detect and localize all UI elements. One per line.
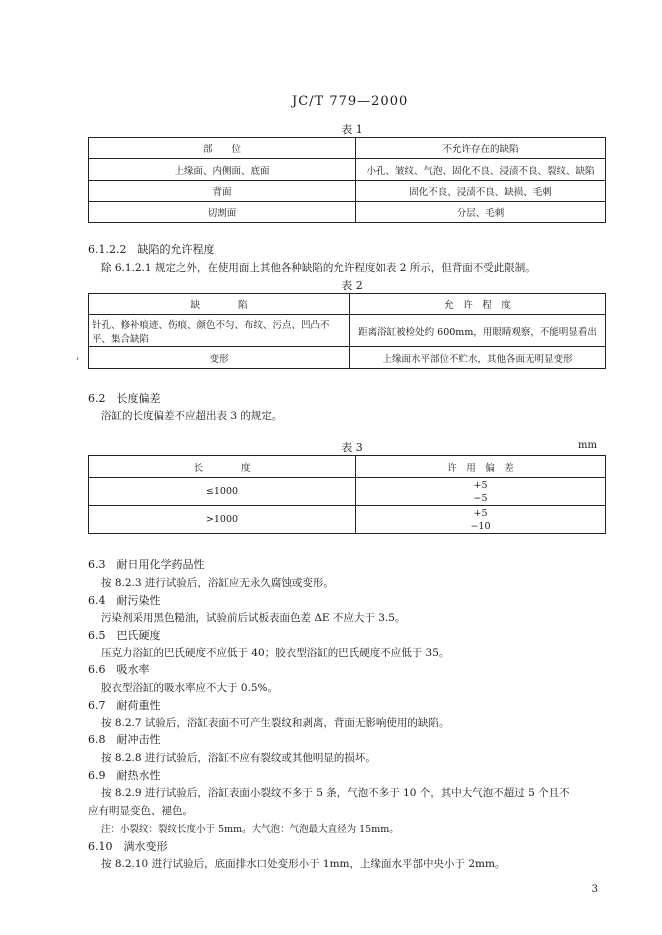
table-row <box>89 159 606 181</box>
section-6-9-text: 按 8.2.9 进行试验后，浴缸表面小裂纹不多于 5 条，气泡不多于 10 个，其中大气泡不超过 5 个且不 <box>101 787 570 799</box>
table-row <box>89 506 606 534</box>
table1-header-defects: 不允许存在的缺陷 <box>356 138 606 159</box>
tolerance-upper: +5 <box>473 479 488 491</box>
section-6-9-text-continued: 应有明显变色、褪色。 <box>88 805 193 817</box>
table1-cell: 分层、毛刺 <box>356 202 606 223</box>
table2-header-allowance: 允 许 程 度 <box>350 294 606 315</box>
section-6-8-text: 按 8.2.8 进行试验后，浴缸不应有裂纹或其他明显的损坏。 <box>101 752 376 764</box>
table3-header-tolerance: 许 用 偏 差 <box>356 456 606 478</box>
section-6-3-text: 按 8.2.3 进行试验后，浴缸应无永久腐蚀或变形。 <box>101 577 334 589</box>
table3-cell-tolerance <box>356 478 606 506</box>
section-6-7-text: 按 8.2.7 试验后，浴缸表面不可产生裂纹和剥离，背面无影响使用的缺陷。 <box>101 717 450 729</box>
table-row <box>89 478 606 506</box>
table2-caption: 表 2 <box>341 279 363 292</box>
table1-cell: 背面 <box>89 181 356 202</box>
table-row <box>89 347 606 369</box>
table2-cell: 上缘面水平部位不贮水，其他各面无明显变形 <box>350 347 606 369</box>
section-6-10-heading: 6.10 满水变形 <box>88 840 168 853</box>
section-6-7-heading: 6.7 耐荷重性 <box>88 699 161 712</box>
table3-cell: >1000 <box>89 506 356 534</box>
page-number: 3 <box>591 884 598 895</box>
table2-cell: 针孔、修补痕迹、伤痕、颜色不匀、布纹、污点、凹凸不平、集合缺陷 <box>89 315 350 347</box>
table3-cell: ≤1000 <box>89 478 356 506</box>
table1-caption: 表 1 <box>341 123 363 136</box>
section-6-4-text: 污染剂采用黑色糙油，试验前后试板表面色差 ΔE 不应大于 3.5。 <box>101 612 406 624</box>
table3-cell-tolerance <box>356 506 606 534</box>
scan-mark: , <box>76 349 80 362</box>
section-6-1-2-2-text: 除 6.1.2.1 规定之外，在使用面上其他各种缺陷的允许程度如表 2 所示，但背面不受此限制。 <box>101 262 536 274</box>
table3-header-length: 长 度 <box>89 456 356 478</box>
table2-cell: 距离浴缸被检处约 600mm，用眼睛观察，不能明显看出 <box>350 315 606 347</box>
table3-caption: 表 3 <box>341 441 363 454</box>
section-6-4-heading: 6.4 耐污染性 <box>88 594 161 607</box>
tolerance-lower: −10 <box>470 520 491 532</box>
table2-header-defect: 缺 陷 <box>89 294 350 315</box>
table1-cell: 小孔、皱纹、气泡、固化不良、浸渍不良、裂纹、缺陷 <box>356 159 606 181</box>
table2 <box>88 293 606 369</box>
tolerance-upper: +5 <box>473 507 488 519</box>
table-row <box>89 202 606 223</box>
table-row <box>89 181 606 202</box>
section-6-1-2-2-heading: 6.1.2.2 缺陷的允许程度 <box>88 243 215 256</box>
section-6-3-heading: 6.3 耐日用化学药品性 <box>88 558 205 571</box>
standard-code-header: JC/T 779—2000 <box>292 94 409 109</box>
table1-header-location: 部 位 <box>89 138 356 159</box>
section-6-9-heading: 6.9 耐热水性 <box>88 769 161 782</box>
table1 <box>88 137 606 223</box>
section-6-2-text: 浴缸的长度偏差不应超出表 3 的规定。 <box>101 410 283 422</box>
table-row <box>89 315 606 347</box>
section-6-2-heading: 6.2 长度偏差 <box>88 392 161 405</box>
section-6-10-text: 按 8.2.10 进行试验后，底面排水口处变形小于 1mm，上缘面水平部中央小于 2mm。 <box>101 858 506 870</box>
table3 <box>88 455 606 534</box>
section-6-9-note: 注：小裂纹：裂纹长度小于 5mm。大气泡：气泡最大直径为 15mm。 <box>101 824 399 835</box>
section-6-6-text: 胶衣型浴缸的吸水率应不大于 0.5%。 <box>101 682 279 694</box>
section-6-8-heading: 6.8 耐冲击性 <box>88 733 161 746</box>
section-6-5-text: 压克力浴缸的巴氏硬度不应低于 40；胶衣型浴缸的巴氏硬度不应低于 35。 <box>101 647 450 659</box>
section-6-5-heading: 6.5 巴氏硬度 <box>88 629 161 642</box>
table2-cell: 变形 <box>89 347 350 369</box>
table1-cell: 切割面 <box>89 202 356 223</box>
section-6-6-heading: 6.6 吸水率 <box>88 663 150 676</box>
table1-cell: 固化不良、浸渍不良、缺损、毛刺 <box>356 181 606 202</box>
tolerance-lower: −5 <box>473 492 488 504</box>
table1-cell: 上缘面、内侧面、底面 <box>89 159 356 181</box>
table3-unit: mm <box>578 440 597 451</box>
